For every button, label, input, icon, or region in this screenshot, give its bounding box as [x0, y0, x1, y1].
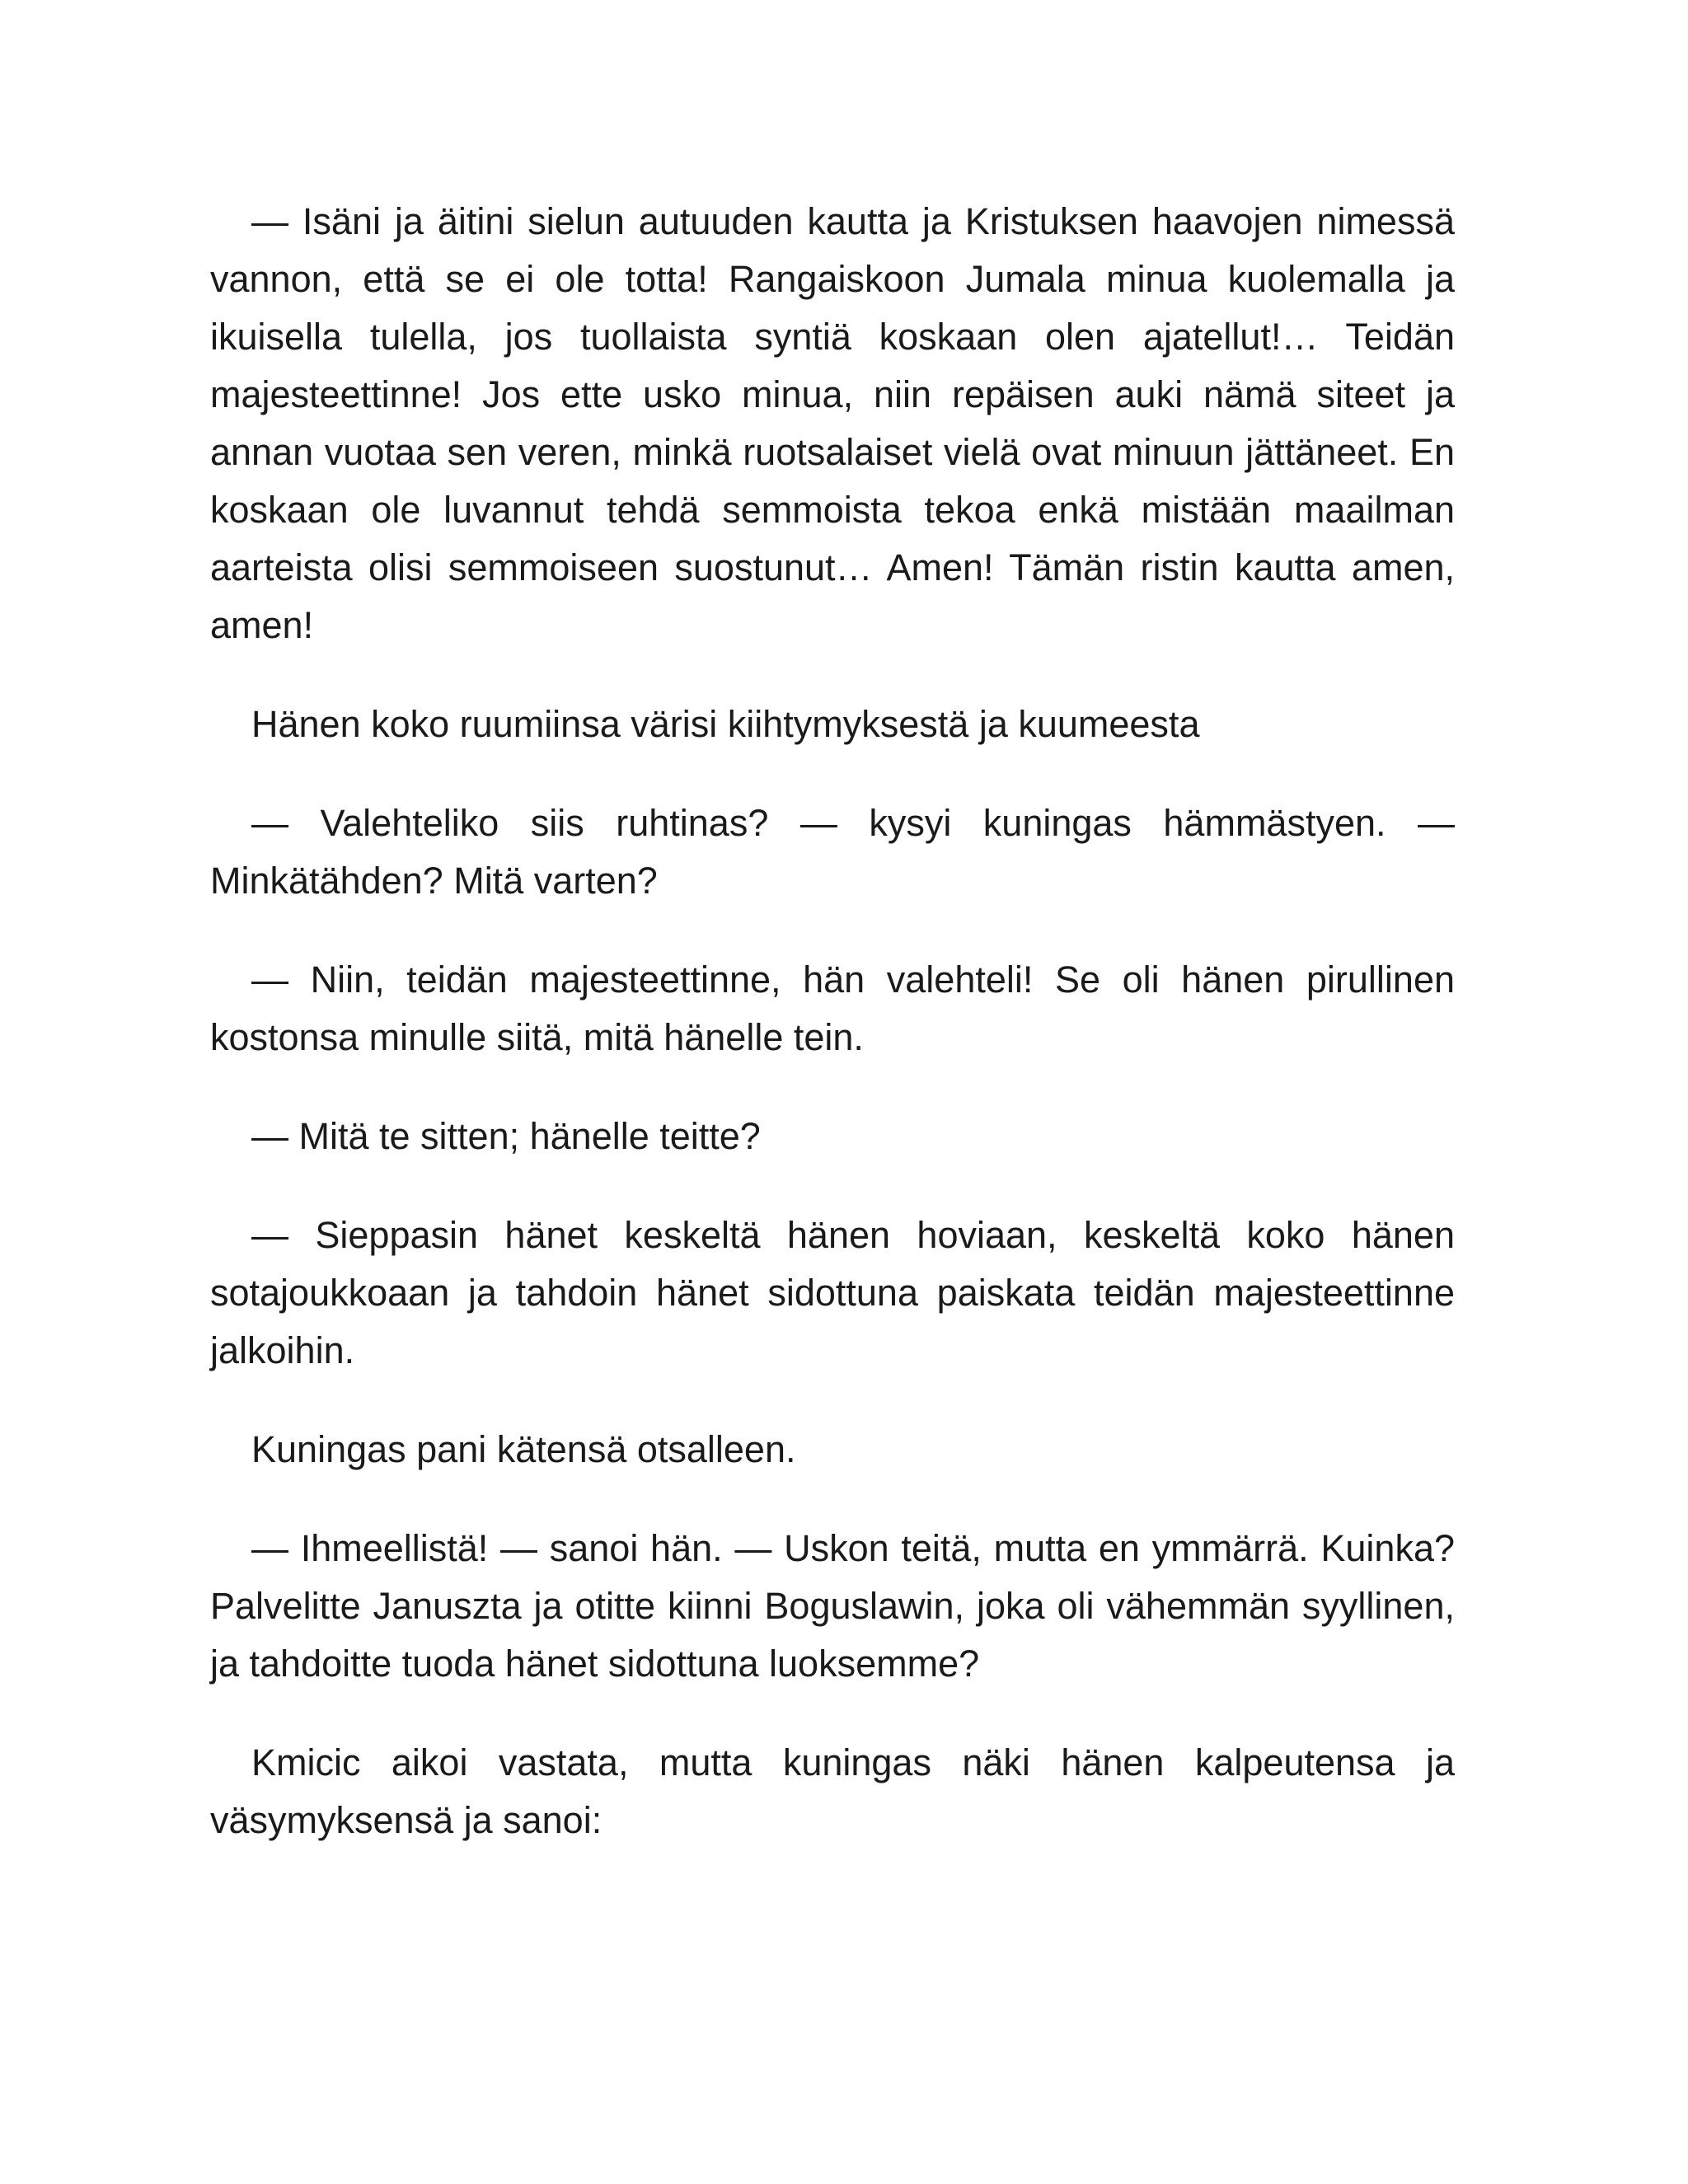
paragraph-trembling: Hänen koko ruumiinsa värisi kiihtymyksestä ja kuumeesta [251, 703, 1200, 745]
paragraph-what-did-you-do: — Mitä te sitten; hänelle teitte? [251, 1115, 761, 1157]
paragraph-oath: — Isäni ja äitini sielun autuuden kautta ja Kristuksen haavojen nimessä vannon, että se ei ole totta! Rangaiskoon Jumala minua kuolemalla ja ikuisella tulella, jos tuollaista syntiä koskaan olen ajatellut!… Teidän majesteettinne! Jos ette usko minua, niin repäisen auki nämä siteet ja annan vuotaa sen veren, minkä ruotsalaiset vielä ovat minuun jättäneet. En koskaan ole luvannut tehdä semmoista tekoa enkä mistään maailman aarteista olisi semmoiseen suostunut… Amen! Tämän ristin kautta amen, amen! [210, 200, 1455, 646]
paragraph-king-forehead: Kuningas pani kätensä otsalleen. [251, 1428, 796, 1470]
paragraph-kidnapping: — Sieppasin hänet keskeltä hänen hoviaan, keskeltä koko hänen sotajoukkoaan ja tahdoin hänet sidottuna paiskata teidän majesteettinne jalkoihin. [210, 1214, 1455, 1371]
document-page [210, 193, 1455, 1849]
paragraph-king-question: — Valehteliko siis ruhtinas? — kysyi kuningas hämmästyen. — Minkätähden? Mitä varten? [210, 802, 1455, 902]
paragraph-wonderful: — Ihmeellistä! — sanoi hän. — Uskon teitä, mutta en ymmärrä. Kuinka? Palvelitte Januszta ja otitte kiinni Boguslawin, joka oli vähemmän syyllinen, ja tahdoitte tuoda hänet sidottuna luoksemme? [210, 1527, 1455, 1685]
paragraph-kmicic-answer: Kmicic aikoi vastata, mutta kuningas näki hänen kalpeutensa ja väsymyksensä ja sanoi: [210, 1741, 1455, 1841]
paragraph-he-lied: — Niin, teidän majesteettinne, hän valehteli! Se oli hänen pirullinen kostonsa minulle siitä, mitä hänelle tein. [210, 958, 1455, 1058]
